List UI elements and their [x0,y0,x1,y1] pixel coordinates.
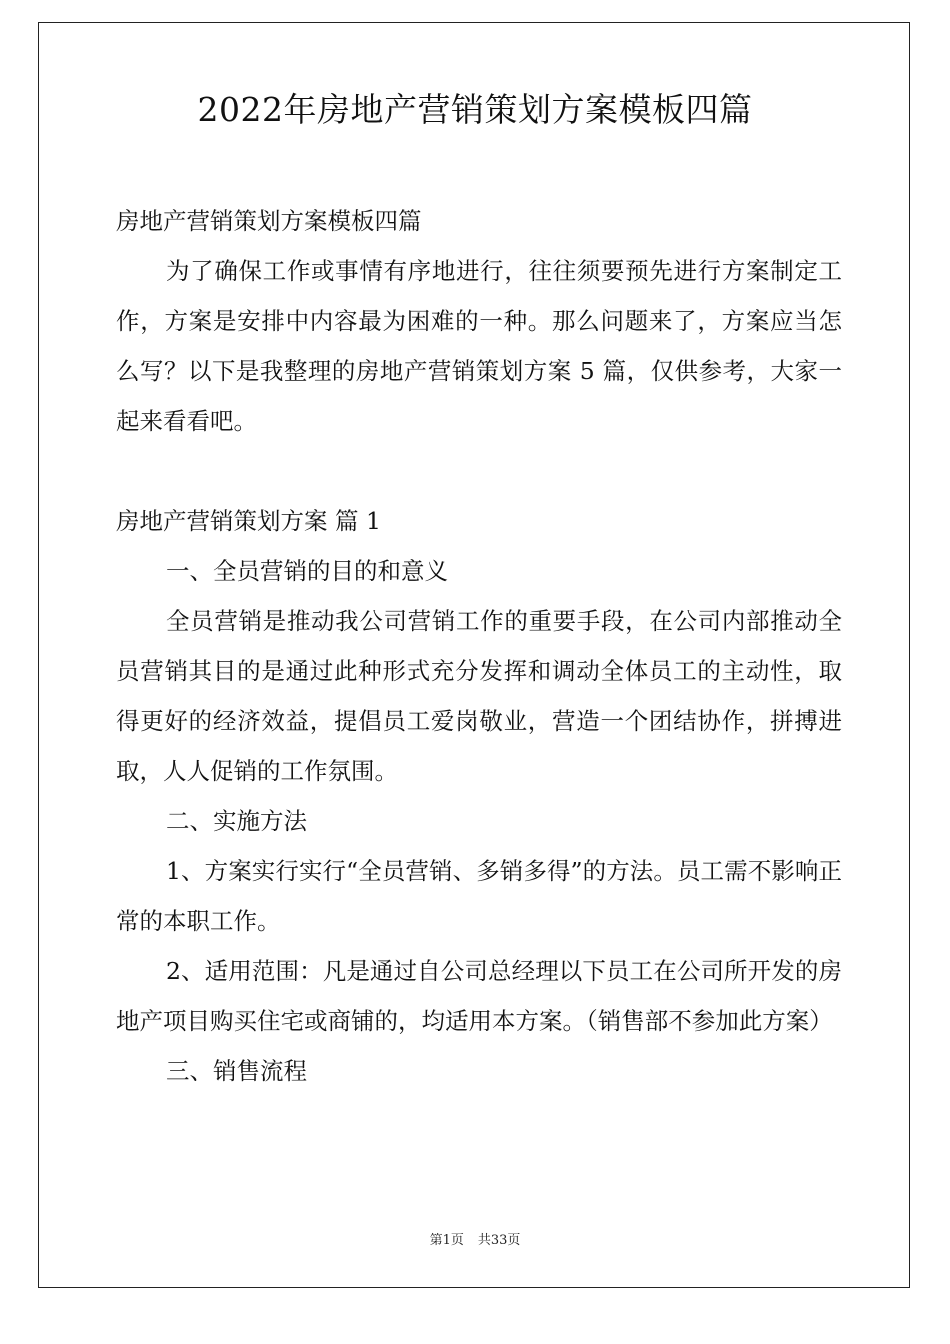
intro-paragraph: 为了确保工作或事情有序地进行，往往须要预先进行方案制定工作，方案是安排中内容最为困难的一种。那么问题来了，方案应当怎么写？以下是我整理的房地产营销策划方案 5 篇，仅供参考，大家一起来看看吧。 [116,257,842,435]
page-footer [0,1232,950,1250]
subtitle-paragraph: 房地产营销策划方案模板四篇 [116,207,422,235]
body-paragraph: 2、适用范围：凡是通过自公司总经理以下员工在公司所开发的房地产项目购买住宅或商铺的，均适用本方案。（销售部不参加此方案） [116,957,842,1035]
heading-methods: 二、实施方法 [166,807,307,835]
heading-purpose: 一、全员营销的目的和意义 [166,557,448,585]
section-heading: 房地产营销策划方案 篇 1 [116,507,381,535]
document-title: 2022年房地产营销策划方案模板四篇 [197,90,753,129]
body-paragraph: 全员营销是推动我公司营销工作的重要手段，在公司内部推动全员营销其目的是通过此种形式充分发挥和调动全体员工的主动性，取得更好的经济效益，提倡员工爱岗敬业，营造一个团结协作，拼搏进取，人人促销的工作氛围。 [116,607,842,785]
document-body [116,196,842,1096]
page-count: 共33页 [477,1233,521,1248]
body-paragraph: 1、方案实行实行“全员营销、多销多得”的方法。员工需不影响正常的本职工作。 [116,857,842,935]
heading-sales-process: 三、销售流程 [166,1057,307,1085]
page-number: 第1页 [429,1233,464,1248]
